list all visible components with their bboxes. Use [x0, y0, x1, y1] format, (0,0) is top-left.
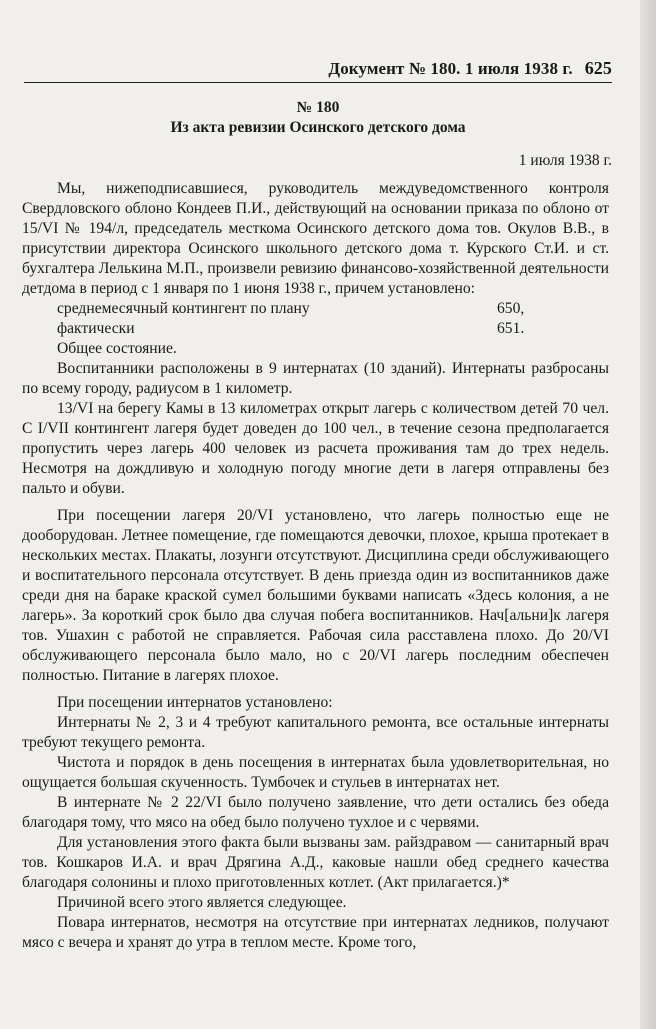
contingent-row [22, 299, 609, 319]
facing-page-edge [640, 0, 656, 1029]
paragraph: Чистота и порядок в день посещения в интернатах была удовлетворительная, но ощущается большая скученность. Тумбочек и стульев в интернатах нет. [22, 754, 609, 791]
paragraph: В интернате № 2 22/VI было получено заявление, что дети остались без обеда благодаря тому, что мясо на обед было получено тухлое и с червями. [22, 794, 609, 831]
contingent-value: 650, [497, 300, 525, 317]
paragraph: Повара интернатов, несмотря на отсутствие при интернатах ледников, получают мясо с вечера и хранят до утра в теплом месте. Кроме того, [22, 914, 609, 951]
paragraph: Для установления этого факта были вызваны зам. райздравом — санитарный врач тов. Кошкаров И.А. и врач Дрягина А.Д., каковые нашли обед среднего качества благодаря солонины и плохо приготовленных котлет. (Акт прилагается.)* [22, 834, 609, 891]
paragraph: Интернаты № 2, 3 и 4 требуют капитального ремонта, все остальные интернаты требуют текущего ремонта. [22, 714, 609, 751]
contingent-label: среднемесячный контингент по плану [57, 300, 310, 317]
contingent-label: фактически [57, 320, 135, 337]
document-date: 1 июля 1938 г. [518, 152, 612, 169]
paragraph: При посещении лагеря 20/VI установлено, что лагерь полностью еще не дооборудован. Летнее помещение, где помещаются девочки, плохое, крыша протекает в нескольких местах. Плакаты, лозунги отсутствуют. Дисциплина среди обслуживающего и воспитательного персонала отсутствует. В день приезда один из воспитанников даже среди дня на бараке краской сумел большими буквами написать «Здесь колония, а не лагерь». За короткий срок было два случая побега воспитанников. Нач[альни]к лагеря тов. Ушахин с работой не справляется. Рабочая сила расставлена плохо. До 20/VI обслуживающего персонала было мало, но с 20/VI лагерь последним обеспечен полностью. Питание в лагерях плохое. [22, 507, 609, 684]
contingent-value: 651. [497, 320, 525, 337]
intro-paragraph: Мы, нижеподписавшиеся, руководитель междуведомственного контроля Свердловского облоно Кондеев П.И., действующий на основании приказа по облоно от 15/VI № 194/л, председатель месткома Осинского детского дома тов. Окулов В.В., в присутствии директора Осинского школьного детского дома т. Курского Ст.И. и ст. бухгалтера Лелькина М.П., произвели ревизию финансово-хозяйственной деятельности детдома в период с 1 января по 1 июня 1938 г., причем установлено: [22, 180, 609, 297]
document-number: № 180 [296, 99, 340, 116]
paragraph: 13/VI на берегу Камы в 13 километрах открыт лагерь с количеством детей 70 чел. С I/VII контингент лагеря будет доведен до 100 чел., в течение сезона предполагается пропустить через лагерь 400 человек из расчета проживания там до трех недель. Несмотря на дождливую и холодную погоду многие дети в лагеря отправлены без пальто и обуви. [22, 400, 609, 497]
document-title: Из акта ревизии Осинского детского дома [170, 119, 466, 136]
document-body [22, 179, 609, 953]
page-number: 625 [584, 58, 612, 78]
section-heading: Общее состояние. [57, 340, 177, 357]
paragraph: При посещении интернатов установлено: [57, 694, 333, 711]
header-rule [24, 82, 612, 83]
paragraph: Воспитанники расположены в 9 интернатах (10 зданий). Интернаты разбросаны по всему городу, радиусом в 1 километр. [22, 360, 609, 397]
paragraph: Причиной всего этого является следующее. [57, 894, 347, 911]
contingent-row [22, 319, 609, 339]
running-header [24, 58, 612, 79]
running-title: Документ № 180. 1 июля 1938 г. [328, 59, 573, 78]
